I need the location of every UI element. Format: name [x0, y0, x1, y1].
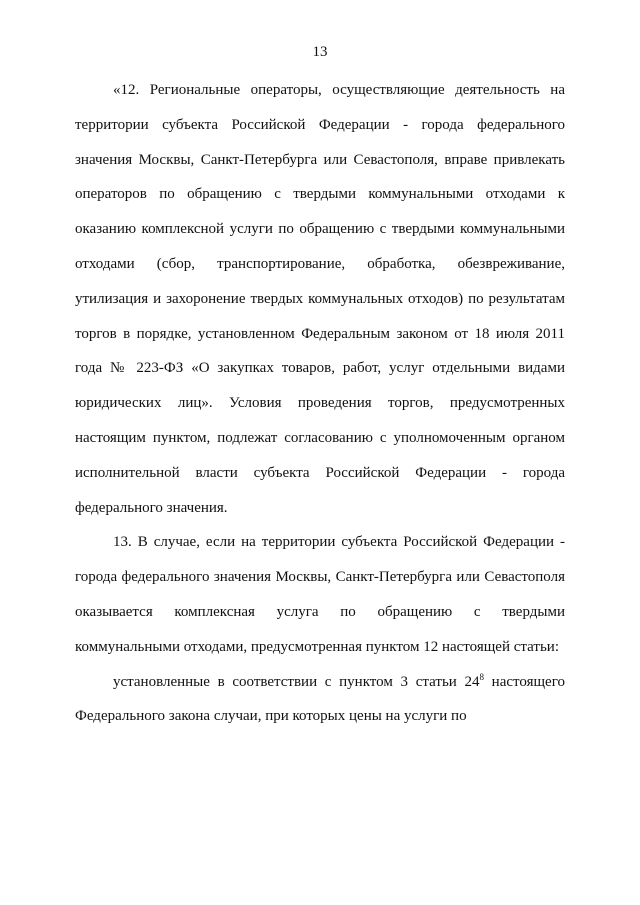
paragraph-text-before: установленные в соответствии с пунктом 3 статьи 24 [113, 673, 480, 690]
article-superscript: 8 [479, 671, 484, 682]
paragraph-text-after: настоящего Федерального закона случаи, при которых цены на услуги по [75, 673, 565, 725]
document-body [75, 73, 565, 734]
paragraph-continuation [75, 665, 565, 735]
page-number: 13 [312, 44, 328, 60]
paragraph-12: «12. Региональные операторы, осуществляющие деятельность на территории субъекта Российской Федерации - города федерального значения Москвы, Санкт-Петербурга или Севастополя, вправе привлекать операторов по обращению с твердыми коммунальными отходами к оказанию комплексной услуги по обращению с твердыми коммунальными отходами (сбор, транспортирование, обработка, обезвреживание, утилизация и захоронение твердых коммунальных отходов) по результатам торгов в порядке, установленном Федеральным законом от 18 июля 2011 года № 223-ФЗ «О закупках товаров, работ, услуг отдельными видами юридических лиц». Условия проведения торгов, предусмотренных настоящим пунктом, подлежат согласованию с уполномоченным органом исполнительной власти субъекта Российской Федерации - города федерального значения. [75, 82, 565, 516]
paragraph-13: 13. В случае, если на территории субъекта Российской Федерации - города федерального значения Москвы, Санкт-Петербурга или Севастополя оказывается комплексная услуга по обращению с твердыми коммунальными отходами, предусмотренная пунктом 12 настоящей статьи: [75, 534, 565, 655]
